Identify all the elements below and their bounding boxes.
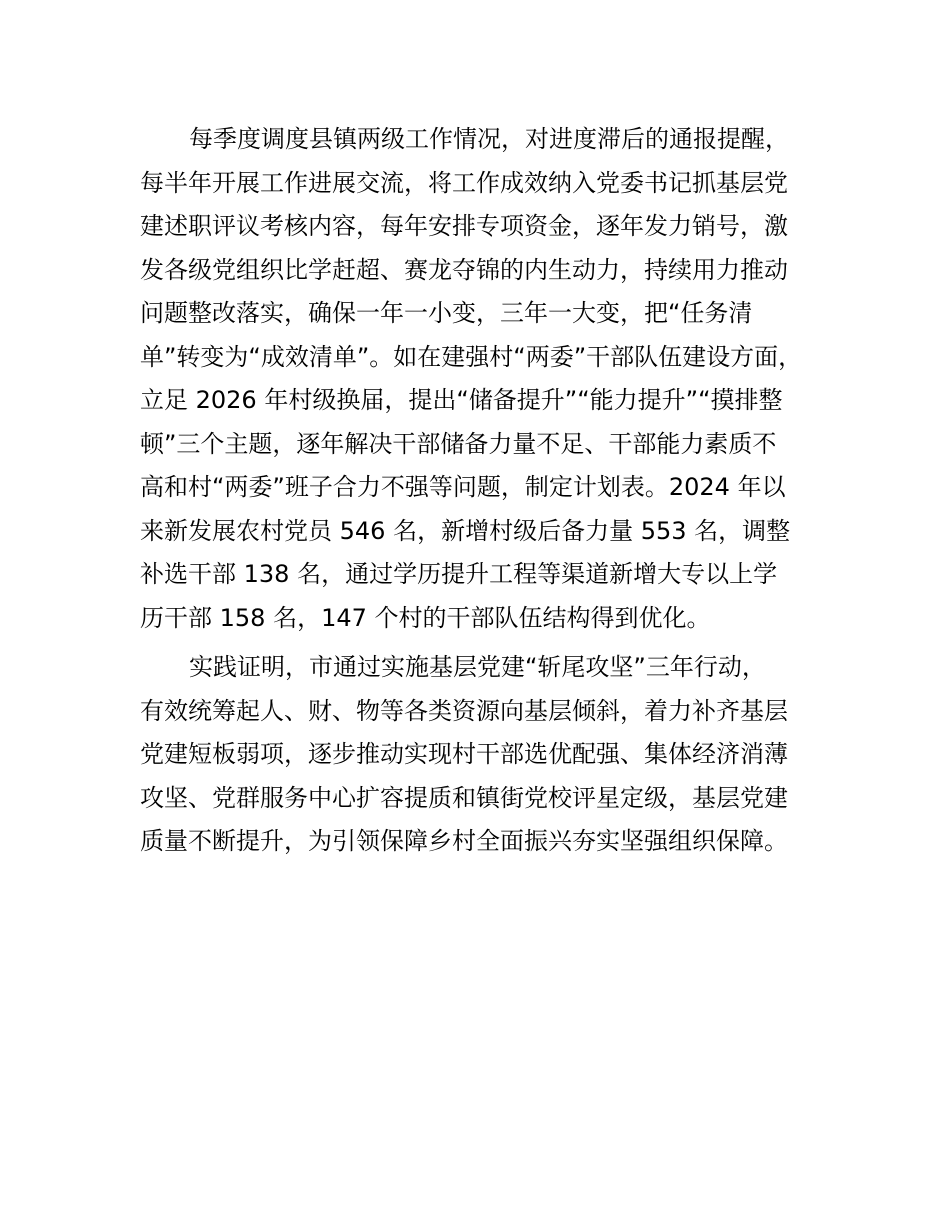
text-line: 党建短板弱项，逐步推动实现村干部选优配强、集体经济消薄	[140, 740, 788, 768]
text-line: 来新发展农村党员 546 名，新增村级后备力量 553 名，调整	[140, 516, 791, 545]
text-line: 顿”三个主题，逐年解决干部储备力量不足、干部能力素质不	[140, 429, 777, 458]
text-line: 建述职评议考核内容，每年安排专项资金，逐年发力销号，激	[140, 212, 788, 240]
text-line: 历干部 158 名，147 个村的干部队伍结构得到优化。	[140, 603, 711, 632]
text-line: 质量不断提升，为引领保障乡村全面振兴夯实坚强组织保障。	[140, 827, 788, 855]
document-body	[140, 118, 840, 864]
text-line: 发各级党组织比学赶超、赛龙夺锦的内生动力，持续用力推动	[140, 255, 788, 284]
paragraph-1	[140, 118, 840, 640]
text-line: 单”转变为“成效清单”。如在建强村“两委”干部队伍建设方面，	[140, 342, 803, 371]
text-line: 攻坚、党群服务中心扩容提质和镇街党校评星定级，基层党建	[140, 783, 788, 812]
text-line: 每季度调度县镇两级工作情况，对进度滞后的通报提醒，	[189, 125, 789, 153]
text-line: 有效统筹起人、财、物等各类资源向基层倾斜，着力补齐基层	[140, 696, 788, 725]
text-line: 实践证明，市通过实施基层党建“斩尾攻坚”三年行动，	[189, 653, 766, 681]
text-line: 问题整改落实，确保一年一小变，三年一大变，把“任务清	[140, 299, 753, 327]
paragraph-2	[140, 646, 840, 864]
text-line: 每半年开展工作进展交流，将工作成效纳入党委书记抓基层党	[140, 168, 788, 197]
text-line: 高和村“两委”班子合力不强等问题，制定计划表。2024 年以	[140, 473, 786, 501]
text-line: 立足 2026 年村级换届，提出“储备提升”“能力提升”“摸排整	[140, 386, 783, 414]
text-line: 补选干部 138 名，通过学历提升工程等渠道新增大专以上学	[140, 560, 778, 588]
